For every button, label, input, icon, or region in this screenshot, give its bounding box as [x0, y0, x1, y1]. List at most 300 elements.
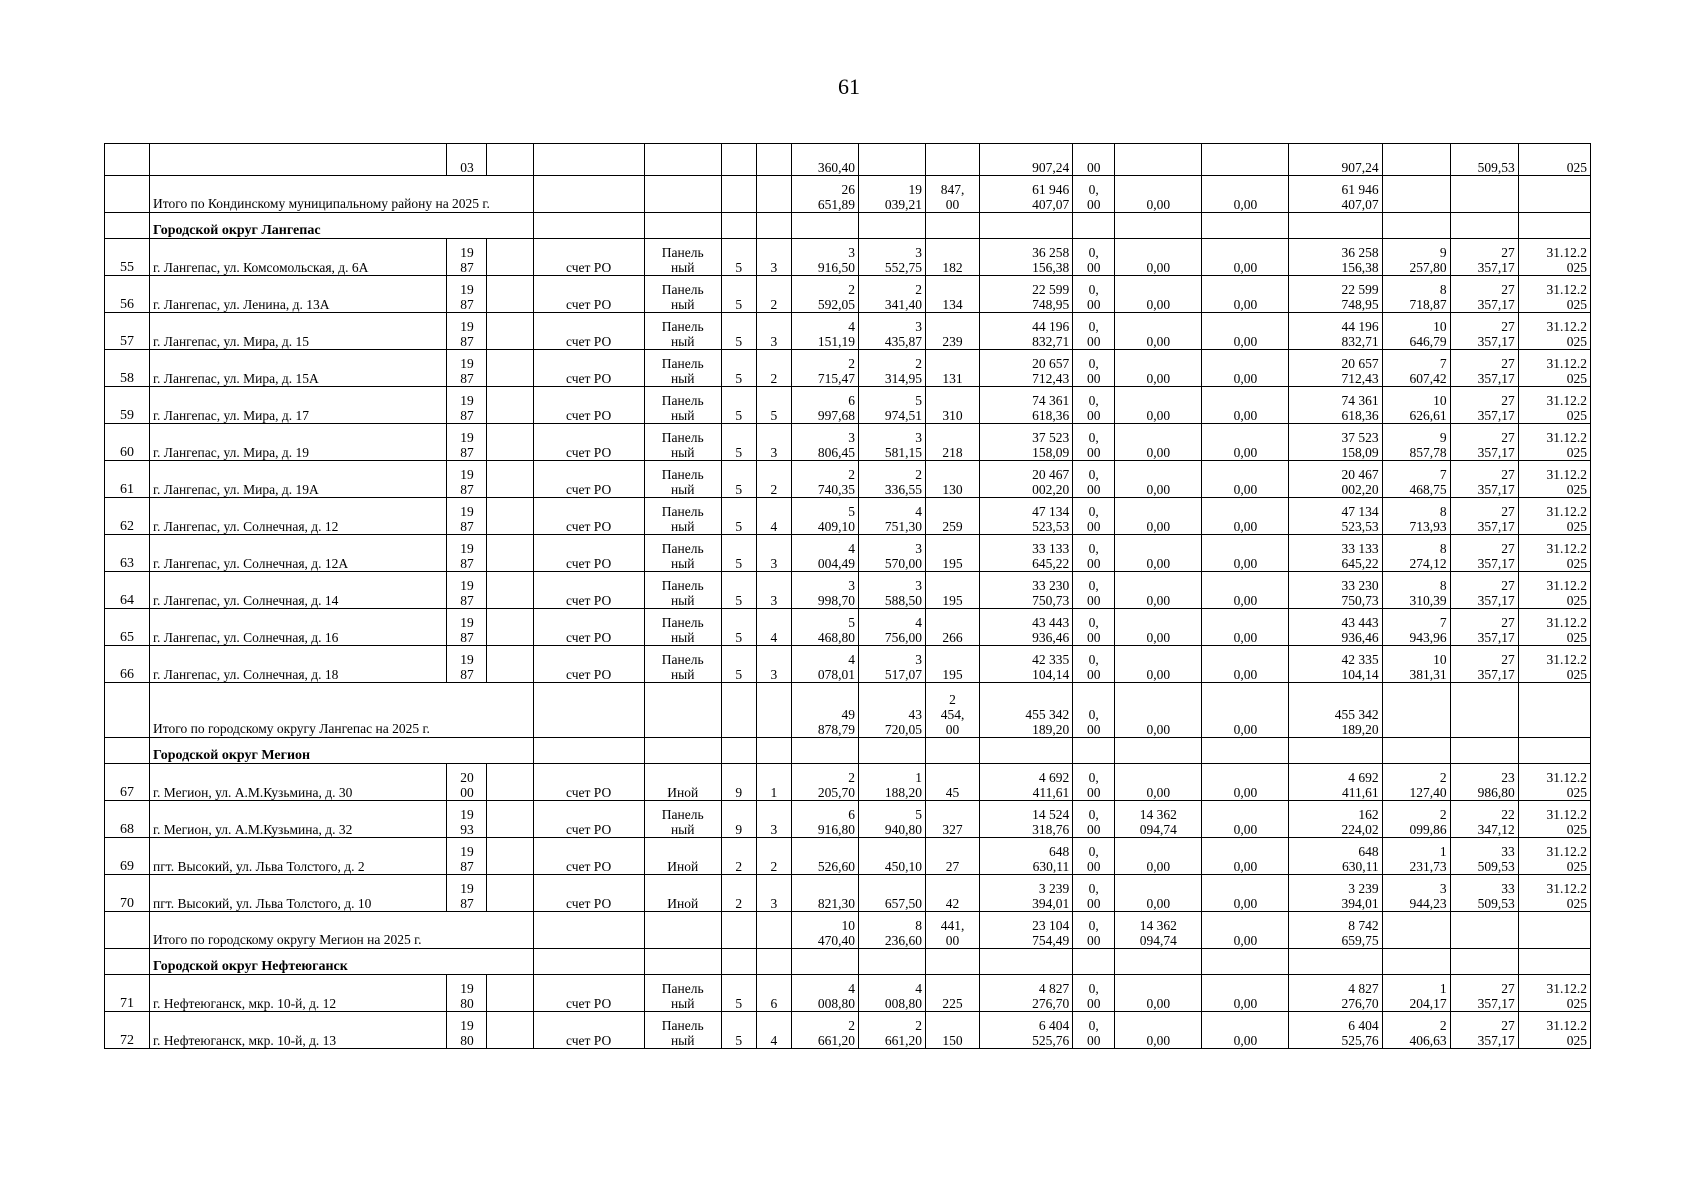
cell-line: 20 [460, 770, 474, 785]
cell-line: 661,20 [817, 1033, 855, 1048]
cost-ro-cell [1289, 975, 1382, 1012]
cell-line: 3 [915, 578, 923, 593]
cell-line: 526,60 [817, 859, 855, 874]
cell-line: 2 [1439, 807, 1447, 822]
cell-line: 0, [1088, 245, 1099, 260]
area-living-cell [858, 683, 925, 738]
entrances-cell: 2 [756, 461, 791, 498]
cell-line: 618,36 [1032, 408, 1070, 423]
residents-cell: 182 [926, 239, 980, 276]
cell-line: 20 657 [1032, 356, 1070, 371]
section-row [105, 949, 1591, 975]
cell-line: 570,00 [884, 556, 923, 571]
fund-cell: 0,00 [1115, 387, 1202, 424]
empty-cell [926, 213, 980, 239]
cell-line: 80 [460, 996, 474, 1011]
empty-cell [487, 350, 533, 387]
section-title: Городской округ Нефтеюганск [150, 949, 533, 975]
cell-line: 6 404 [1348, 1018, 1379, 1033]
cell-line: 310,39 [1409, 593, 1447, 608]
cell-line: 357,17 [1477, 519, 1515, 534]
address-cell: пгт. Высокий, ул. Льва Толстого, д. 10 [150, 875, 447, 912]
section-row [105, 213, 1591, 239]
cell-line: 0, [1088, 541, 1099, 556]
area-total-cell [791, 498, 858, 535]
empty-cell [487, 276, 533, 313]
floors-cell: 5 [721, 498, 756, 535]
cell-line: 025 [1566, 297, 1587, 312]
deadline-cell: 025 [1518, 144, 1590, 176]
cost-ro-cell [1289, 646, 1382, 683]
cell-line: 0, [1088, 319, 1099, 334]
cell-line: 411,61 [1341, 785, 1379, 800]
fund-cell: 0,00 [1115, 646, 1202, 683]
cell-line: 00 [1086, 297, 1101, 312]
residents-cell [926, 683, 980, 738]
capital-repair-table [104, 143, 1591, 1049]
total-row [105, 683, 1591, 738]
cell-line: 648 [1358, 844, 1379, 859]
cost-total-cell [980, 176, 1073, 213]
residents-cell: 150 [926, 1012, 980, 1049]
cell-line: 357,17 [1477, 445, 1515, 460]
year-cell [447, 838, 487, 875]
entrances-cell: 3 [756, 572, 791, 609]
entrances-cell: 3 [756, 424, 791, 461]
year-cell [447, 764, 487, 801]
cost-total-cell [980, 838, 1073, 875]
empty-cell [926, 949, 980, 975]
year-cell [447, 424, 487, 461]
material-cell [644, 838, 721, 875]
cell-line: Иной [667, 785, 699, 800]
area-living-cell [858, 276, 925, 313]
year-cell [447, 609, 487, 646]
cost-other-cell [1073, 875, 1115, 912]
empty-cell [791, 213, 858, 239]
row-number: 55 [105, 239, 150, 276]
floors-cell: 5 [721, 572, 756, 609]
cell-line: 43 [908, 707, 923, 722]
cell-line: 648 [1048, 844, 1070, 859]
empty-cell [533, 738, 644, 764]
empty-cell [1450, 213, 1518, 239]
method-cell: счет РО [533, 572, 644, 609]
address-cell: г. Лангепас, ул. Солнечная, д. 18 [150, 646, 447, 683]
empty-cell [644, 176, 721, 213]
cell-line: 943,96 [1409, 630, 1447, 645]
cell-line: 878,79 [817, 722, 855, 737]
cell-line: 19 [460, 393, 474, 408]
page-number: 61 [838, 74, 860, 99]
cell-line: 93 [460, 822, 474, 837]
cell-line: 0, [1088, 844, 1099, 859]
cell-line: 4 [848, 541, 855, 556]
fund-cell: 0,00 [1115, 176, 1202, 213]
cell-line: 552,75 [884, 260, 923, 275]
row-number: 65 [105, 609, 150, 646]
cell-line: 025 [1566, 859, 1587, 874]
empty-cell [1450, 949, 1518, 975]
row-number: 59 [105, 387, 150, 424]
cell-line: 0, [1088, 652, 1099, 667]
table-row [105, 646, 1591, 683]
limit-cell [1450, 424, 1518, 461]
empty-cell [858, 213, 925, 239]
cell-line: 87 [460, 371, 474, 386]
cell-line: Панель [661, 393, 704, 408]
cost-total-cell [980, 387, 1073, 424]
empty-cell [105, 683, 150, 738]
cell-line: 025 [1566, 785, 1587, 800]
cost-ro-cell [1289, 764, 1382, 801]
cost-ro-cell [1289, 912, 1382, 949]
unit-cost-cell [1382, 424, 1450, 461]
cell-line: 158,09 [1032, 445, 1070, 460]
fund-cell: 0,00 [1115, 350, 1202, 387]
cell-line: 025 [1566, 667, 1587, 682]
cell-line: 832,71 [1341, 334, 1379, 349]
entrances-cell: 6 [756, 975, 791, 1012]
area-total-cell [791, 239, 858, 276]
cell-line: 357,17 [1477, 297, 1515, 312]
limit-cell [1450, 535, 1518, 572]
limit-cell: 509,53 [1450, 144, 1518, 176]
fund-cell: 0,00 [1115, 276, 1202, 313]
cell-line: 31.12.2 [1546, 844, 1587, 859]
cell-line: 8 [1439, 504, 1447, 519]
address-cell: г. Лангепас, ул. Мира, д. 15А [150, 350, 447, 387]
entrances-cell: 3 [756, 239, 791, 276]
table-row [105, 239, 1591, 276]
method-cell: счет РО [533, 646, 644, 683]
deadline-cell [1518, 975, 1590, 1012]
table-row [105, 975, 1591, 1012]
year-cell: 03 [447, 144, 487, 176]
cell-line: 002,20 [1032, 482, 1070, 497]
residents-cell: 218 [926, 424, 980, 461]
cell-line: 7 [1439, 356, 1447, 371]
section-title: Городской округ Лангепас [150, 213, 533, 239]
cell-line: 19 [460, 467, 474, 482]
cell-line: 27 [1501, 652, 1515, 667]
cell-line: 47 134 [1341, 504, 1379, 519]
cell-line: 00 [1086, 371, 1101, 386]
cost-ro-cell [1289, 313, 1382, 350]
cell-line: 00 [1086, 482, 1101, 497]
empty-cell [1202, 213, 1289, 239]
cell-line: 44 196 [1032, 319, 1070, 334]
cell-line: 33 230 [1341, 578, 1379, 593]
empty-cell [721, 949, 756, 975]
cost-ro-cell [1289, 838, 1382, 875]
cell-line: 31.12.2 [1546, 504, 1587, 519]
cost-other-cell [1073, 424, 1115, 461]
cost-total-cell [980, 875, 1073, 912]
cell-line: 00 [1086, 996, 1101, 1011]
cell-line: 470,40 [817, 933, 855, 948]
local-cell: 0,00 [1202, 535, 1289, 572]
cell-line: 2 [1439, 770, 1447, 785]
cost-total-cell [980, 276, 1073, 313]
method-cell: счет РО [533, 535, 644, 572]
cell-line: 31.12.2 [1546, 770, 1587, 785]
cell-line: 3 [915, 319, 923, 334]
cell-line: 22 [1501, 807, 1515, 822]
cell-line: 002,20 [1341, 482, 1379, 497]
empty-cell [487, 1012, 533, 1049]
cell-line: 27 [1501, 356, 1515, 371]
unit-cost-cell [1382, 498, 1450, 535]
cell-line: 87 [460, 667, 474, 682]
cell-line: 008,80 [817, 996, 855, 1011]
cell-line: 19 [460, 430, 474, 445]
empty-cell [105, 213, 150, 239]
residents-cell: 42 [926, 875, 980, 912]
empty-cell [533, 176, 644, 213]
cell-line: 7 [1439, 467, 1447, 482]
material-cell [644, 875, 721, 912]
cell-line: 0, [1088, 282, 1099, 297]
area-living-cell [858, 176, 925, 213]
year-cell [447, 646, 487, 683]
cell-line: 00 [1086, 260, 1101, 275]
limit-cell [1450, 838, 1518, 875]
cell-line: 2 [915, 282, 923, 297]
table-row [105, 387, 1591, 424]
residents-cell [926, 912, 980, 949]
cost-ro-cell [1289, 424, 1382, 461]
cost-ro-cell [1289, 801, 1382, 838]
cell-line: 23 104 [1032, 918, 1070, 933]
cell-line: 2 [848, 356, 855, 371]
cell-line: 19 [460, 504, 474, 519]
empty-cell [1518, 912, 1590, 949]
local-cell: 0,00 [1202, 461, 1289, 498]
empty-cell [1289, 738, 1382, 764]
cell-line: 156,38 [1032, 260, 1070, 275]
cell-line: 7 [1439, 615, 1447, 630]
empty-cell [1450, 738, 1518, 764]
residents-cell: 225 [926, 975, 980, 1012]
residents-cell: 134 [926, 276, 980, 313]
entrances-cell: 3 [756, 801, 791, 838]
cost-ro-cell [1289, 239, 1382, 276]
floors-cell: 5 [721, 387, 756, 424]
residents-cell: 195 [926, 646, 980, 683]
cell-line: 0, [1088, 182, 1099, 197]
entrances-cell: 4 [756, 1012, 791, 1049]
cell-line: 74 361 [1341, 393, 1379, 408]
cell-line: 00 [1086, 785, 1101, 800]
cost-ro-cell [1289, 572, 1382, 609]
deadline-cell [1518, 535, 1590, 572]
cell-line: 525,76 [1032, 1033, 1070, 1048]
cell-line: 19 [460, 881, 474, 896]
method-cell: счет РО [533, 350, 644, 387]
empty-cell [926, 738, 980, 764]
local-cell: 0,00 [1202, 801, 1289, 838]
cell-line: 025 [1566, 996, 1587, 1011]
cell-line: 581,15 [884, 445, 923, 460]
limit-cell [1450, 609, 1518, 646]
cell-line: 944,23 [1409, 896, 1447, 911]
cell-line: 754,49 [1032, 933, 1070, 948]
cell-line: Панель [661, 467, 704, 482]
address-cell: г. Лангепас, ул. Солнечная, д. 16 [150, 609, 447, 646]
cell-line: 00 [1086, 593, 1101, 608]
cell-line: Панель [661, 652, 704, 667]
cell-line: 87 [460, 408, 474, 423]
fund-cell [1115, 912, 1202, 949]
cell-line: 4 [915, 504, 923, 519]
fund-cell: 0,00 [1115, 535, 1202, 572]
year-cell [447, 1012, 487, 1049]
empty-cell [1450, 683, 1518, 738]
material-cell [644, 764, 721, 801]
address-cell: г. Нефтеюганск, мкр. 10-й, д. 12 [150, 975, 447, 1012]
cell-line: 19 [460, 652, 474, 667]
address-cell: г. Мегион, ул. А.М.Кузьмина, д. 30 [150, 764, 447, 801]
residents-cell: 259 [926, 498, 980, 535]
cell-line: 189,20 [1341, 722, 1379, 737]
cell-line: 381,31 [1409, 667, 1447, 682]
empty-cell [1115, 213, 1202, 239]
cost-other-cell [1073, 313, 1115, 350]
empty-cell [721, 213, 756, 239]
cell-line: 27 [1501, 504, 1515, 519]
cell-line: 31.12.2 [1546, 467, 1587, 482]
cell-line: 025 [1566, 408, 1587, 423]
address-cell: г. Нефтеюганск, мкр. 10-й, д. 13 [150, 1012, 447, 1049]
material-cell [644, 239, 721, 276]
empty-cell [1202, 949, 1289, 975]
cell-line: 997,68 [817, 408, 855, 423]
material-cell [644, 387, 721, 424]
empty-cell [756, 683, 791, 738]
table-row [105, 535, 1591, 572]
cell-line: 4 692 [1038, 770, 1070, 785]
empty-cell [487, 764, 533, 801]
cell-line: Панель [661, 615, 704, 630]
cell-line: 713,93 [1409, 519, 1447, 534]
cell-line: ный [670, 1033, 695, 1048]
cell-line: 2 [848, 770, 855, 785]
empty-cell [721, 738, 756, 764]
year-cell [447, 498, 487, 535]
cell-line: 276,70 [1341, 996, 1379, 1011]
cell-line: 104,14 [1341, 667, 1379, 682]
row-number: 67 [105, 764, 150, 801]
cost-total-cell: 907,24 [980, 144, 1073, 176]
unit-cost-cell [1382, 239, 1450, 276]
material-cell [644, 350, 721, 387]
row-number: 71 [105, 975, 150, 1012]
unit-cost-cell [1382, 875, 1450, 912]
empty-cell [487, 646, 533, 683]
cell-line: 025 [1566, 822, 1587, 837]
local-cell: 0,00 [1202, 912, 1289, 949]
unit-cost-cell [1382, 764, 1450, 801]
cost-total-cell [980, 461, 1073, 498]
cell-line: 31.12.2 [1546, 245, 1587, 260]
cost-other-cell [1073, 646, 1115, 683]
cell-line: 751,30 [884, 519, 923, 534]
cell-line: 357,17 [1477, 667, 1515, 682]
cost-other-cell [1073, 1012, 1115, 1049]
cost-other-cell [1073, 683, 1115, 738]
cost-other-cell [1073, 498, 1115, 535]
cell-line: 0, [1088, 467, 1099, 482]
method-cell: счет РО [533, 461, 644, 498]
cell-line: Панель [661, 356, 704, 371]
fund-cell: 0,00 [1115, 875, 1202, 912]
cell-line: 025 [1566, 896, 1587, 911]
cell-line: 468,75 [1409, 482, 1447, 497]
cell-line: ный [670, 822, 695, 837]
cell-line: 87 [460, 260, 474, 275]
section-row [105, 738, 1591, 764]
cell-line: 748,95 [1032, 297, 1070, 312]
row-number: 68 [105, 801, 150, 838]
empty-cell [487, 875, 533, 912]
cost-ro-cell: 907,24 [1289, 144, 1382, 176]
empty-cell [980, 738, 1073, 764]
local-cell: 0,00 [1202, 646, 1289, 683]
address-cell: г. Лангепас, ул. Комсомольская, д. 6А [150, 239, 447, 276]
cell-line: 31.12.2 [1546, 541, 1587, 556]
year-cell [447, 461, 487, 498]
unit-cost-cell [1382, 646, 1450, 683]
empty-cell [858, 738, 925, 764]
unit-cost-cell [1382, 975, 1450, 1012]
fund-cell: 0,00 [1115, 975, 1202, 1012]
area-total-cell [791, 350, 858, 387]
cell-line: 748,95 [1341, 297, 1379, 312]
cell-line: 3 [915, 652, 923, 667]
cell-line: 094,74 [1139, 822, 1177, 837]
area-total-cell [791, 572, 858, 609]
cell-line: 257,80 [1409, 260, 1447, 275]
deadline-cell [1518, 801, 1590, 838]
method-cell: счет РО [533, 1012, 644, 1049]
cell-line: 712,43 [1032, 371, 1070, 386]
unit-cost-cell [1382, 572, 1450, 609]
unit-cost-cell [1382, 276, 1450, 313]
cell-line: 2 [915, 356, 923, 371]
area-living-cell [858, 838, 925, 875]
cell-line: 27 [1501, 981, 1515, 996]
residents-cell [926, 176, 980, 213]
cell-line: 87 [460, 519, 474, 534]
cell-line: 27 [1501, 245, 1515, 260]
cost-ro-cell [1289, 461, 1382, 498]
empty-cell [487, 424, 533, 461]
cell-line: 0, [1088, 393, 1099, 408]
cell-line: 37 523 [1341, 430, 1379, 445]
cell-line: 19 [460, 245, 474, 260]
cell-line: 592,05 [817, 297, 855, 312]
cell-line: 61 946 [1032, 182, 1070, 197]
method-cell: счет РО [533, 239, 644, 276]
cell-line: 27 [1501, 393, 1515, 408]
empty-cell [533, 912, 644, 949]
cell-line: 3 [915, 541, 923, 556]
cost-other-cell [1073, 239, 1115, 276]
method-cell: счет РО [533, 498, 644, 535]
cell-line: 357,17 [1477, 996, 1515, 1011]
cell-line: 718,87 [1409, 297, 1447, 312]
